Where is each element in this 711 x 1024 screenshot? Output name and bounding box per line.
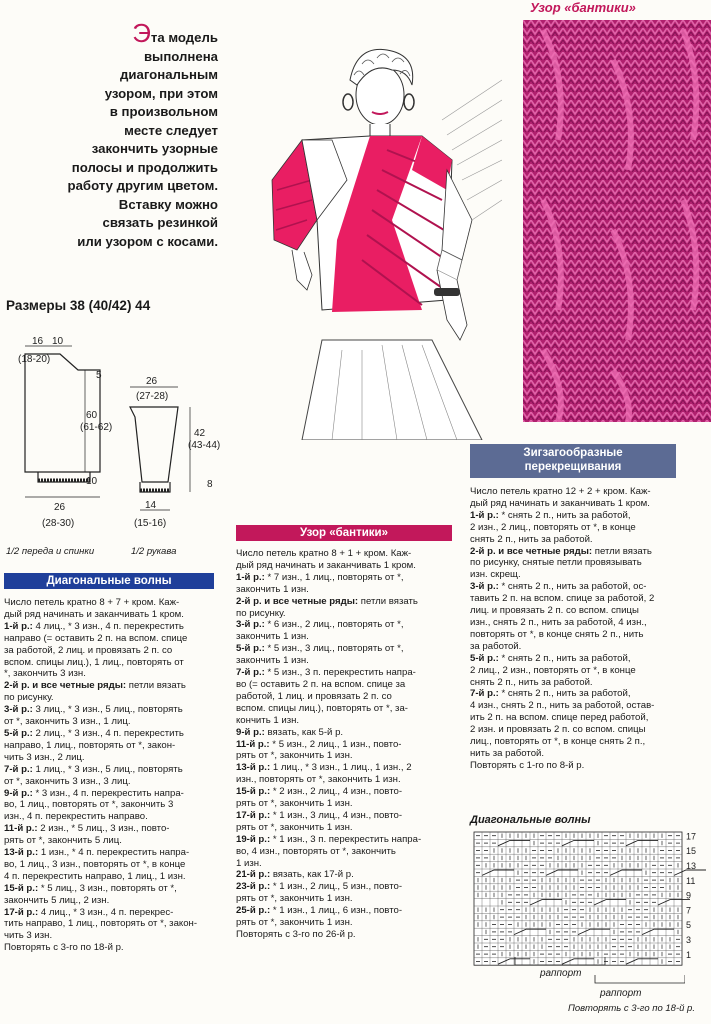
front-top-width-alt: (18-20) — [18, 354, 51, 365]
front-bottom-width-alt: (28-30) — [42, 518, 75, 529]
front-neck-depth: 5 — [96, 370, 102, 381]
front-neck-width: 10 — [52, 336, 64, 347]
photo-title: Узор «бантики» — [530, 0, 636, 15]
chart-row-number: 17 — [686, 831, 697, 842]
bows-instructions: Число петель кратно 8 + 1 + кром. Каж- дый ряд начинать и заканчивать 1 кром. 1-й р.: * 7 изн., 1 лиц., повторять от *, закончить 1 изн. 2-й р. и все четные ряды: петли вязать по рисунку. 3-й р.: * 6 изн., 2 лиц., повторять от *, закончить 1 изн. 5-й р.: * 5 изн., 3 лиц., повторять от *, закончить 1 изн. 7-й р.: * 5 изн., 3 п. перекрестить напра- во (= оставить 2 п. на вспом. спице за работой, 1 лиц. и провязать 2 п. со вспом. спицы лиц.), повторять от *, за- кончить 1 изн. 9-й р.: вязать, как 5-й р. 11-й р.: * 5 изн., 2 лиц., 1 изн., повто- рять от *, закончить 1 изн. 13-й р.: 1 лиц., * 3 изн., 1 лиц., 1 изн., 2 изн., повторять от *, закончить 1 изн. 15-й р.: * 2 изн., 2 лиц., 4 изн., повто- рять от *, закончить 1 изн. 17-й р.: * 1 изн., 3 лиц., 4 изн., повто- рять от *, закончить 1 изн. 19-й р.: * 1 изн., 3 п. перекрестить напра- во, 4 изн., повторять от *, закончить 1 изн. 21-й р.: вязать, как 17-й р. 23-й р.: * 1 изн., 2 лиц., 5 изн., повто- рять от *, закончить 1 изн. 25-й р.: * 1 изн., 1 лиц., 6 изн., повто- рять от *, закончить 1 изн. Повторять с 3-го по 26-й р. — [236, 548, 422, 940]
chart-row-number: 5 — [686, 920, 692, 931]
knitting-chart — [470, 830, 711, 970]
chart-row-number: 13 — [686, 861, 697, 871]
chart-repeat-note: Повторять с 3-го по 18-й р. — [568, 1003, 695, 1014]
zigzag-header: Зигзагообразные перекрещивания — [470, 444, 676, 478]
sizes-title: Размеры 38 (40/42) 44 — [6, 298, 151, 313]
caption-sleeve: 1/2 рукава — [131, 546, 177, 557]
chart-row-number: 7 — [686, 905, 692, 916]
front-rib-height: 10 — [86, 476, 98, 487]
diag-waves-instructions: Число петель кратно 8 + 7 + кром. Каж- дый ряд начинать и заканчивать 1 кром. 1-й р.: 4 лиц., * 3 изн., 4 п. перекрестить направо (= оставить 2 п. на вспом. спице за работой, 2 лиц. и провязать 2 п. со вспом. спицы лиц.), 1 лиц., повторять от *, закончить 3 изн. 2-й р. и все четные ряды: петли вязать по рисунку. 3-й р.: 3 лиц., * 3 изн., 5 лиц., повторять от *, закончить 3 изн., 1 лиц. 5-й р.: 2 лиц., * 3 изн., 4 п. перекрестить направо, 1 лиц., повторять от *, закон- чить 3 изн., 2 лиц. 7-й р.: 1 лиц., * 3 изн., 5 лиц., повторять от *, закончить 3 изн., 3 лиц. 9-й р.: * 3 изн., 4 п. перекрестить напра- во, 1 лиц., повторять от *, закончить 3 изн., 4 п. перекрестить направо. 11-й р.: 2 изн., * 5 лиц., 3 изн., повто- рять от *, закончить 5 лиц. 13-й р.: 1 изн., * 4 п. перекрестить напра- во, 1 лиц., 3 изн., повторять от *, в конце 4 п. перекрестить направо, 1 лиц., 1 изн. 15-й р.: * 5 лиц., 3 изн., повторять от *, закончить 5 лиц., 2 изн. 17-й р.: 4 лиц., * 3 изн., 4 п. перекрес- тить направо, 1 лиц., повторять от *, закон- чить 3 изн. Повторять с 3-го по 18-й р. — [4, 597, 198, 954]
chart-row-number: 15 — [686, 846, 697, 857]
sleeve-top-width: 26 — [146, 376, 158, 387]
front-top-width: 16 — [32, 336, 44, 347]
zigzag-instructions: Число петель кратно 12 + 2 + кром. Каж- дый ряд начинать и заканчивать 1 кром. 1-й р.: * снять 2 п., нить за работой, 2 изн., 2 лиц., повторять от *, в конце снять 2 п., нить за работой. 2-й р. и все четные ряды: петли вязать по рисунку, снятые петли провязывать изн. скрещ. 3-й р.: * снять 2 п., нить за работой, ос- тавить 2 п. на вспом. спице за работой, 2 лиц. и провязать 2 п. со вспом. спицы изн., снять 2 п., нить за работой, 4 изн., повторять от *, в конце снять 2 п., нить за работой. 5-й р.: * снять 2 п., нить за работой, 2 лиц., 2 изн., повторять от *, в конце снять 2 п., нить за работой. 7-й р.: * снять 2 п., нить за работой, 4 изн., снять 2 п., нить за работой, остав- ить 2 п. на вспом. спице перед работой, 2 изн. и провязать 2 п. со вспом. спицы лиц., повторять от *, в конце снять 2 п., нить за работой. Повторять с 1-го по 8-й р. — [470, 486, 655, 771]
sweater-illustration — [262, 40, 502, 440]
knit-pattern-photo — [523, 20, 711, 422]
front-bottom-width: 26 — [54, 502, 66, 513]
diag-waves-header: Диагональные волны — [4, 573, 214, 589]
front-length-alt: (61-62) — [80, 422, 113, 433]
front-length: 60 — [86, 410, 98, 421]
rapport-label-1: раппорт — [540, 968, 582, 979]
intro-text: Эта модель выполнена диагональным узором, при этом в произвольном месте следует закончить узорные полосы и продолжить работу другим цветом. Вставку можно связать резинкой или узором с косами. — [67, 18, 218, 249]
chart-row-number: 9 — [686, 890, 692, 901]
sleeve-cuff-height: 8 — [207, 479, 213, 490]
chart-row-number: 11 — [686, 875, 696, 886]
sleeve-cuff-width: 14 — [145, 500, 157, 511]
chart-row-number: 1 — [686, 949, 692, 960]
sleeve-cuff-width-alt: (15-16) — [134, 518, 167, 529]
chart-row-number: 3 — [686, 935, 692, 945]
caption-front: 1/2 переда и спинки — [6, 546, 95, 557]
rapport-label-2: раппорт — [600, 988, 642, 999]
intro-drop-cap: Э — [132, 18, 151, 48]
rapport-brackets — [505, 955, 685, 1005]
sleeve-length-alt: (43-44) — [188, 440, 221, 451]
chart-title: Диагональные волны — [470, 814, 591, 826]
sleeve-top-width-alt: (27-28) — [136, 391, 169, 402]
sleeve-length: 42 — [194, 428, 206, 439]
bows-header: Узор «бантики» — [236, 525, 452, 541]
garment-schematic — [0, 332, 240, 542]
